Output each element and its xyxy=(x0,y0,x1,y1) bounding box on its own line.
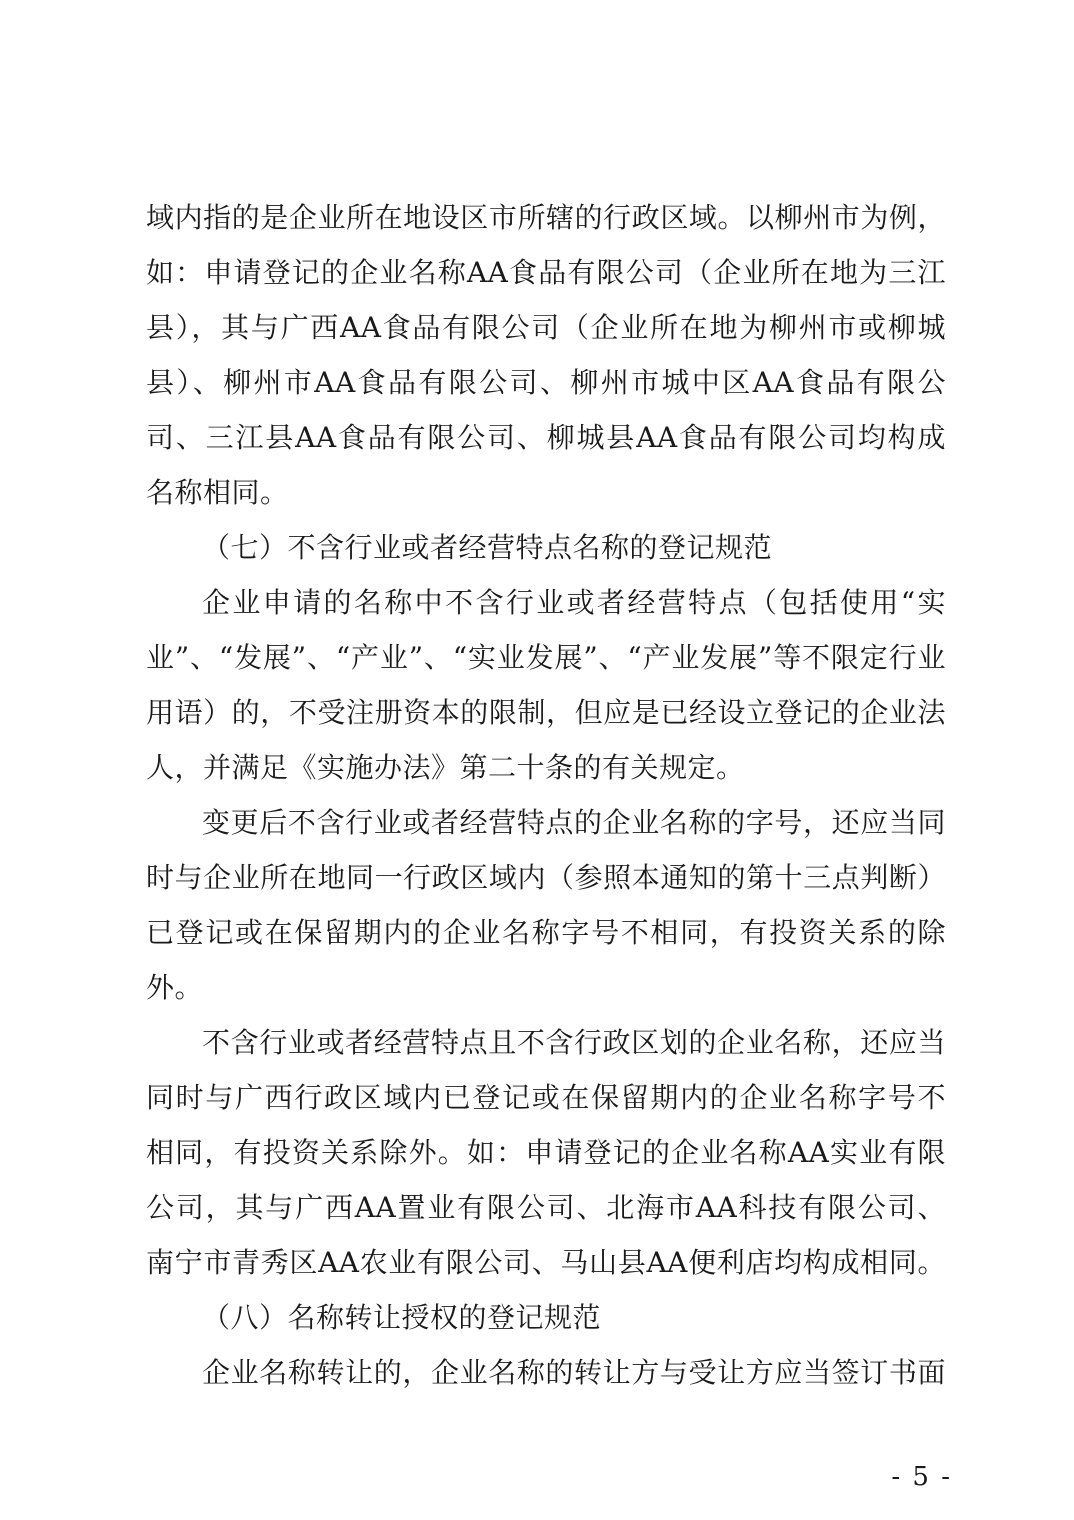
text-line: 人，并满足《实施办法》第二十条的有关规定。 xyxy=(146,751,745,784)
text-line: 公司，其与广西AA置业有限公司、北海市AA科技有限公司、 xyxy=(146,1191,946,1224)
section-heading-8: （八）名称转让授权的登记规范 xyxy=(202,1301,602,1334)
text-line: 已登记或在保留期内的企业名称字号不相同，有投资关系的除 xyxy=(146,916,946,949)
paragraph-first-line: 变更后不含行业或者经营特点的企业名称的字号，还应当同 xyxy=(202,806,946,839)
page-number: - 5 - xyxy=(891,1462,952,1492)
text-line: 县）、柳州市AA食品有限公司、柳州市城中区AA食品有限公 xyxy=(146,366,946,399)
paragraph-first-line: 企业名称转让的，企业名称的转让方与受让方应当签订书面 xyxy=(202,1356,946,1389)
paragraph-first-line: 不含行业或者经营特点且不含行政区划的企业名称，还应当 xyxy=(202,1026,946,1059)
paragraph-first-line: 企业申请的名称中不含行业或者经营特点（包括使用“实 xyxy=(202,586,946,619)
text-line: 如：申请登记的企业名称AA食品有限公司（企业所在地为三江 xyxy=(146,256,946,289)
text-line: 县），其与广西AA食品有限公司（企业所在地为柳州市或柳城 xyxy=(146,311,946,344)
text-line: 外。 xyxy=(146,971,204,1004)
text-line: 时与企业所在地同一行政区域内（参照本通知的第十三点判断） xyxy=(146,861,946,894)
text-line: 域内指的是企业所在地设区市所辖的行政区域。以柳州市为例， xyxy=(146,201,946,234)
text-line: 相同，有投资关系除外。如：申请登记的企业名称AA实业有限 xyxy=(146,1136,946,1169)
text-line: 南宁市青秀区AA农业有限公司、马山县AA便利店均构成相同。 xyxy=(146,1246,946,1279)
text-line: 司、三江县AA食品有限公司、柳城县AA食品有限公司均构成 xyxy=(146,421,946,454)
text-line: 名称相同。 xyxy=(146,476,289,509)
text-line: 业”、“发展”、“产业”、“实业发展”、“产业发展”等不限定行业 xyxy=(146,641,946,674)
section-heading-7: （七）不含行业或者经营特点名称的登记规范 xyxy=(202,531,773,564)
text-line: 用语）的，不受注册资本的限制，但应是已经设立登记的企业法 xyxy=(146,696,946,729)
text-line: 同时与广西行政区域内已登记或在保留期内的企业名称字号不 xyxy=(146,1081,946,1114)
document-body xyxy=(146,190,946,1400)
